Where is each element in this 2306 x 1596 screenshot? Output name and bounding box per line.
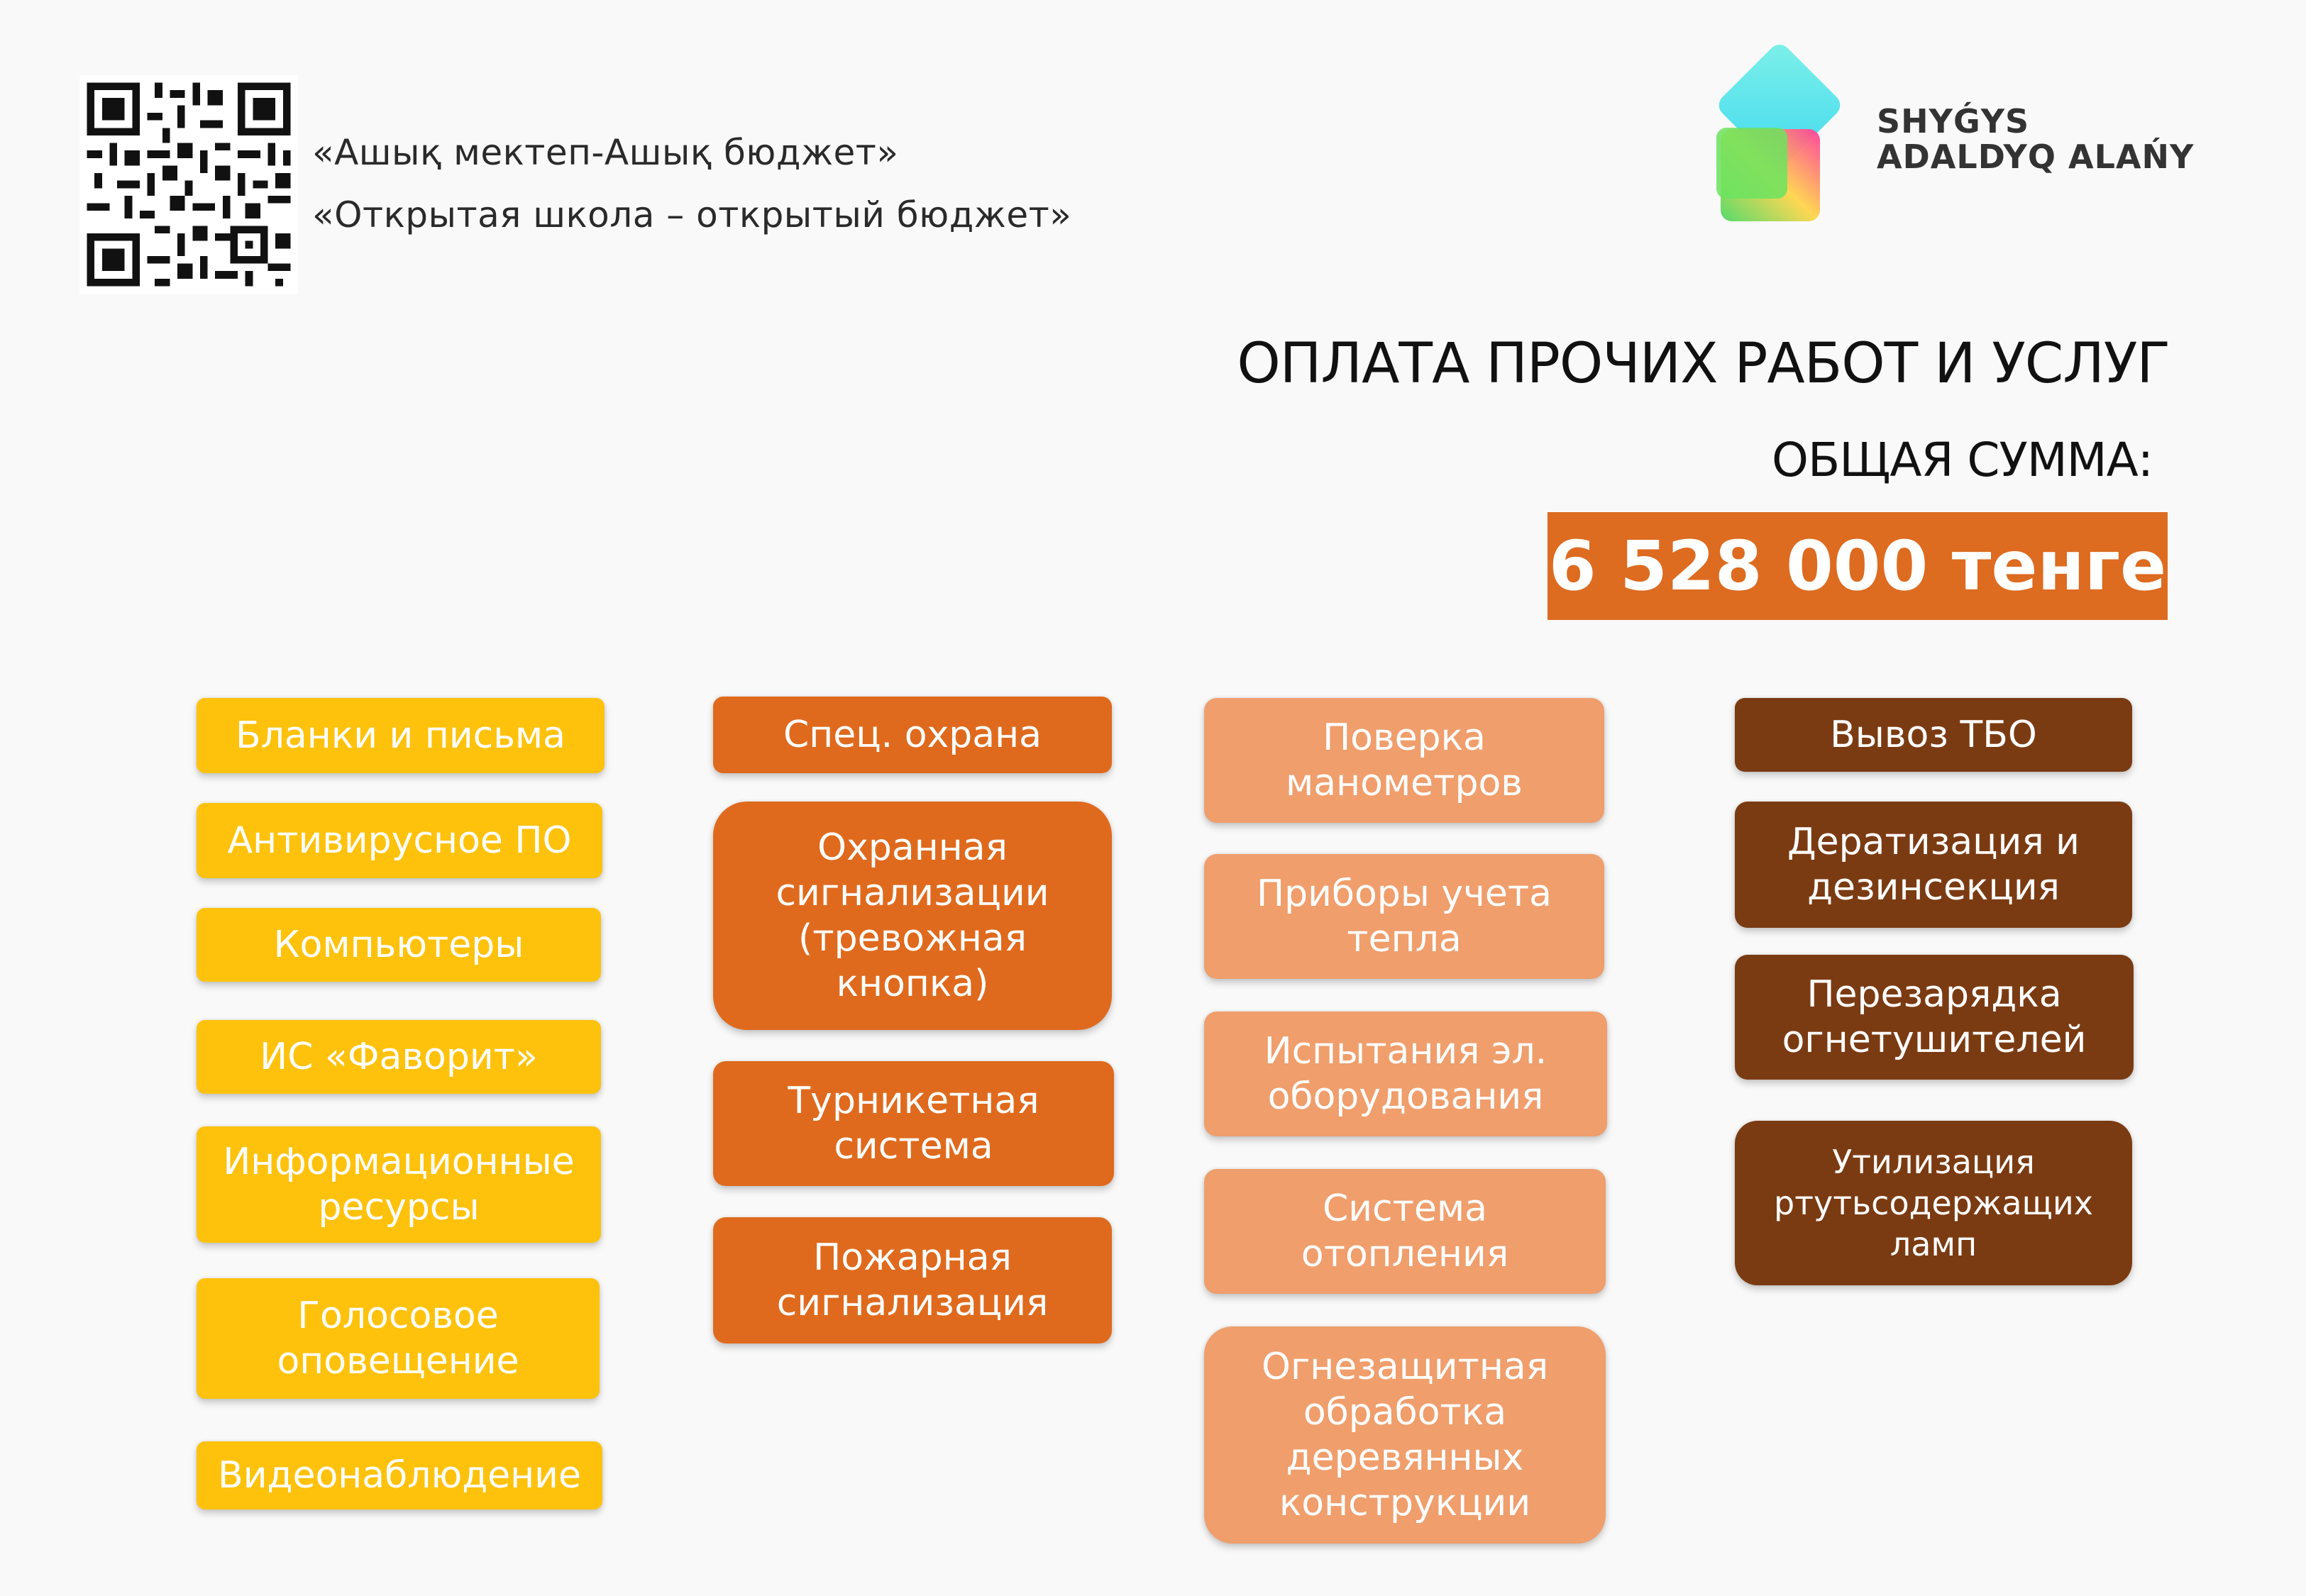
service-item: Испытания эл. оборудования [1204,1012,1607,1136]
qr-code [79,75,298,294]
service-item: Пожарная сигнализация [713,1217,1112,1343]
logo-line1: SHYǴYS [1877,102,2030,140]
service-item: Огнезащитная обработка деревянных конструкции [1204,1326,1606,1544]
service-item: Компьютеры [197,908,601,982]
total-amount-badge: 6 528 000 тенге [1548,512,2168,620]
qr-code-icon [79,75,298,294]
service-item: Утилизация ртутьсодержащих ламп [1735,1121,2132,1285]
total-label: ОБЩАЯ СУММА: [1772,433,2153,487]
service-item: ИС «Фаворит» [197,1020,601,1094]
service-item: Перезарядка огнетушителей [1735,955,2134,1080]
service-item: Система отопления [1204,1169,1606,1294]
service-item: Информационные ресурсы [197,1126,601,1243]
service-item: Антивирусное ПО [197,803,602,878]
service-item: Дератизация и дезинсекция [1735,802,2132,928]
service-item: Охранная сигнализации (тревожная кнопка) [713,802,1112,1030]
service-item: Вывоз ТБО [1735,698,2132,772]
page-title: ОПЛАТА ПРОЧИХ РАБОТ И УСЛУГ [1237,332,2170,396]
service-item: Турникетная система [713,1061,1114,1186]
service-item: Приборы учета тепла [1204,854,1604,979]
header-russian-title: «Открытая школа – открытый бюджет» [312,194,1072,235]
service-item: Бланки и письма [197,698,605,773]
logo-line2: ADALDYQ ALAŃY [1877,138,2195,176]
service-item: Голосовое оповещение [197,1278,600,1399]
header-kazakh-title: «Ашық мектеп-Ашық бюджет» [312,132,899,173]
service-item: Видеонаблюдение [197,1441,602,1509]
gradient-diamonds-logo-icon [1699,44,1884,235]
service-item: Спец. охрана [713,697,1112,773]
service-item: Поверка манометров [1204,698,1604,823]
organization-logo [1699,44,2195,235]
